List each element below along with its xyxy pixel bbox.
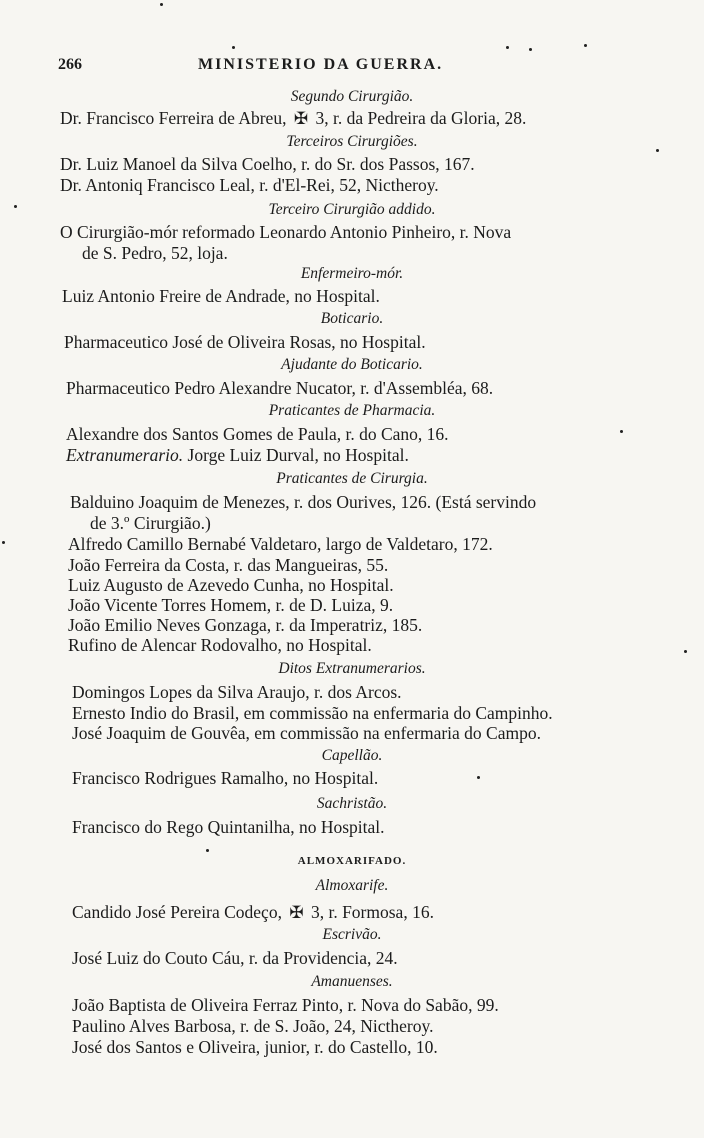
entry-araujo: Domingos Lopes da Silva Araujo, r. dos Arcos. [72, 682, 402, 702]
entry-leal: Dr. Antoniq Francisco Leal, r. d'El-Rei, 52, Nictheroy. [60, 175, 439, 195]
entry-abreu [60, 108, 526, 129]
entry-nucator: Pharmaceutico Pedro Alexandre Nucator, r. d'Assembléa, 68. [66, 378, 494, 398]
running-header [58, 56, 618, 80]
entry-paula: Alexandre dos Santos Gomes de Paula, r. do Cano, 16. [66, 424, 449, 444]
entry-junior: José dos Santos e Oliveira, junior, r. do Castello, 10. [72, 1037, 438, 1057]
entry-abreu-name: Dr. Francisco Ferreira de Abreu, [60, 108, 287, 128]
entry-cunha: Luiz Augusto de Azevedo Cunha, no Hospital. [68, 575, 394, 595]
section-almoxarife: Almoxarife. [315, 877, 389, 894]
section-almoxarifado: ALMOXARIFADO. [297, 855, 407, 867]
section-praticantes-cirurgia: Praticantes de Cirurgia. [276, 470, 428, 487]
section-capellao: Capellão. [321, 747, 383, 764]
entry-barbosa: Paulino Alves Barbosa, r. de S. João, 24, Nictheroy. [72, 1016, 434, 1036]
entry-durval [66, 445, 409, 465]
entry-codeco [72, 902, 434, 923]
scan-speck [160, 3, 163, 6]
scan-speck [656, 149, 659, 152]
scan-speck [14, 205, 17, 208]
scan-speck [506, 46, 509, 49]
entry-costa: João Ferreira da Costa, r. das Mangueiras, 55. [68, 555, 389, 575]
section-escrivao: Escrivão. [322, 926, 382, 943]
scan-speck [206, 849, 209, 852]
page-number: 266 [58, 56, 82, 73]
entry-rodovalho: Rufino de Alencar Rodovalho, no Hospital. [68, 635, 372, 655]
section-praticantes-pharmacia: Praticantes de Pharmacia. [268, 402, 436, 419]
entry-homem: João Vicente Torres Homem, r. de D. Luiza, 9. [68, 595, 394, 615]
entry-durval-name: Jorge Luiz Durval, no Hospital. [187, 445, 409, 465]
section-boticario: Boticario. [320, 310, 384, 327]
section-amanuenses: Amanuenses. [311, 973, 393, 990]
entry-brasil: Ernesto Indio do Brasil, em commissão na enfermaria do Campinho. [72, 703, 553, 723]
entry-andrade: Luiz Antonio Freire de Andrade, no Hospital. [62, 286, 380, 306]
scan-speck [584, 44, 587, 47]
scan-speck [529, 48, 532, 51]
running-title: MINISTERIO DA GUERRA. [198, 56, 444, 73]
scan-speck [2, 541, 5, 544]
entry-cau: José Luiz do Couto Cáu, r. da Providencia, 24. [72, 948, 398, 968]
scan-speck [477, 776, 480, 779]
entry-codeco-name: Candido José Pereira Codeço, [72, 902, 282, 922]
entry-menezes-line2: de 3.º Cirurgião.) [90, 513, 211, 533]
section-ditos-extranumerarios: Ditos Extranumerarios. [278, 660, 426, 677]
section-terceiro-addido: Terceiro Cirurgião addido. [268, 201, 436, 218]
scan-speck [232, 46, 235, 49]
section-ajudante-boticario: Ajudante do Boticario. [281, 356, 423, 373]
entry-quintanilha: Francisco do Rego Quintanilha, no Hospital. [72, 817, 385, 837]
entry-coelho: Dr. Luiz Manoel da Silva Coelho, r. do Sr. dos Passos, 167. [60, 154, 475, 174]
entry-pinto: João Baptista de Oliveira Ferraz Pinto, r. Nova do Sabão, 99. [72, 995, 499, 1015]
entry-abreu-address: 3, r. da Pedreira da Gloria, 28. [315, 108, 527, 128]
extranumerario-label: Extranumerario. [66, 445, 184, 465]
entry-gouvea: José Joaquim de Gouvêa, em commissão na enfermaria do Campo. [72, 723, 541, 743]
section-segundo-cirurgiao: Segundo Cirurgião. [290, 88, 414, 105]
entry-codeco-address: 3, r. Formosa, 16. [310, 902, 434, 922]
section-enfermeiro-mor: Enfermeiro-mór. [300, 265, 404, 282]
cross-icon: ✠ [289, 903, 304, 922]
entry-ramalho: Francisco Rodrigues Ramalho, no Hospital. [72, 768, 379, 788]
section-sachristao: Sachristão. [316, 795, 388, 812]
scan-speck [684, 650, 687, 653]
entry-rosas: Pharmaceutico José de Oliveira Rosas, no Hospital. [64, 332, 426, 352]
entry-valdetaro: Alfredo Camillo Bernabé Valdetaro, largo de Valdetaro, 172. [68, 534, 493, 554]
entry-pinheiro-line1: O Cirurgião-mór reformado Leonardo Antonio Pinheiro, r. Nova [60, 222, 512, 242]
section-terceiros-cirurgioes: Terceiros Cirurgiões. [286, 133, 418, 150]
scan-speck [620, 430, 623, 433]
entry-menezes-line1: Balduino Joaquim de Menezes, r. dos Ourives, 126. (Está servindo [70, 492, 537, 512]
cross-icon: ✠ [293, 109, 309, 128]
entry-gonzaga: João Emilio Neves Gonzaga, r. da Imperatriz, 185. [68, 615, 423, 635]
entry-pinheiro-line2: de S. Pedro, 52, loja. [82, 243, 228, 263]
